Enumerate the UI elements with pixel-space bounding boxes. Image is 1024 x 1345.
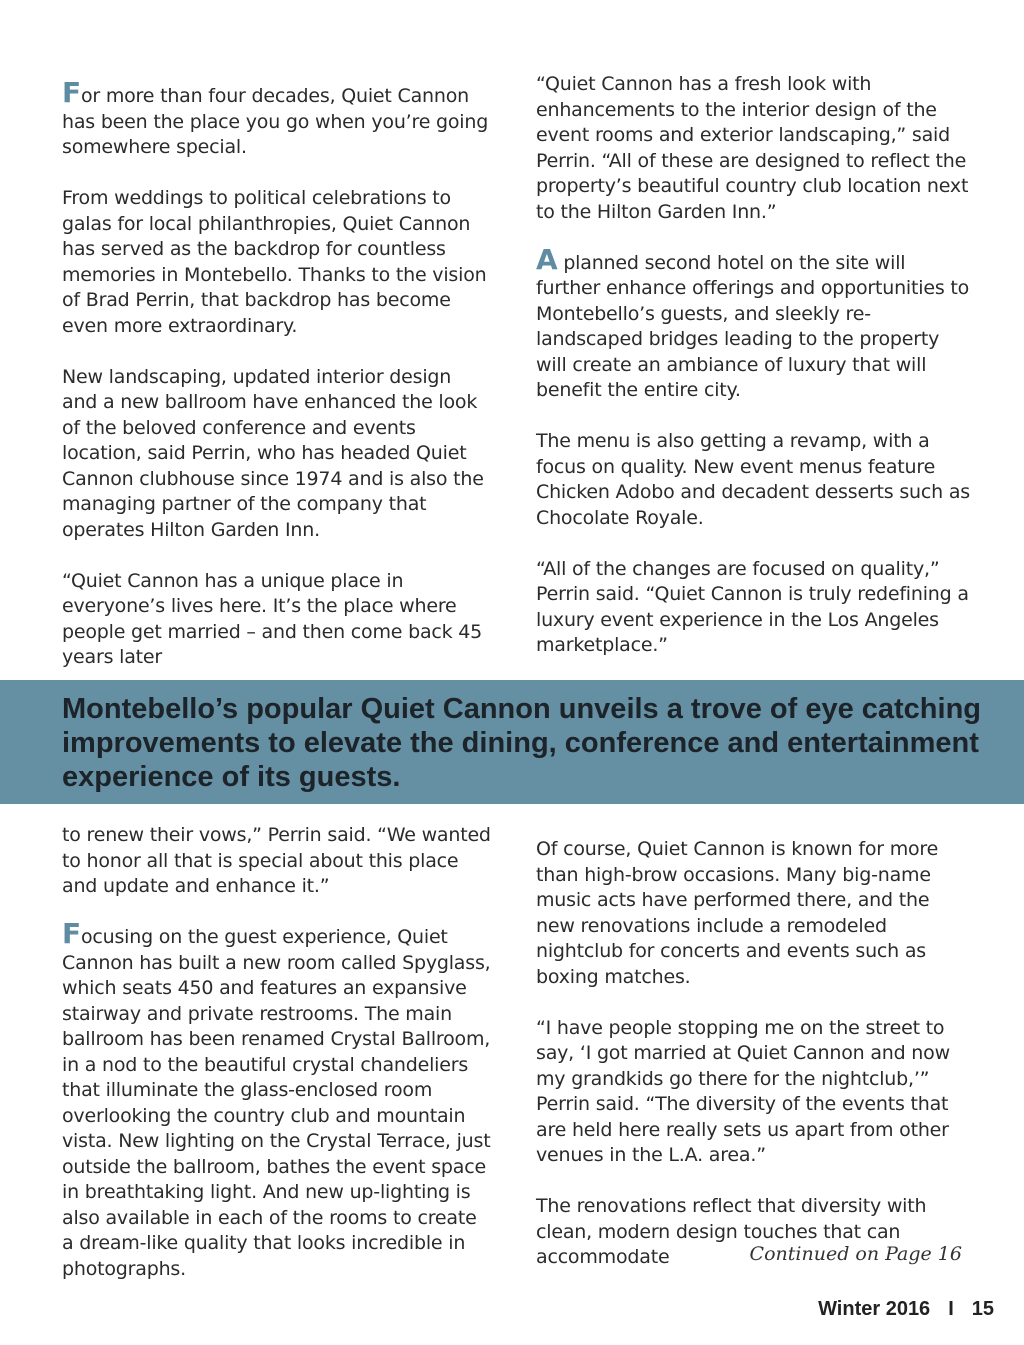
- page-number: 15: [971, 1298, 994, 1320]
- article-column-top-right: [536, 72, 972, 659]
- paragraph-text: ocusing on the guest experience, Quiet Cannon has built a new room called Spyglass, which seats 450 and features an expansive stairway and private restrooms. The main ballroom has been renamed Crystal Ballroom, in a nod to the beautiful crystal chandeliers that illuminate the glass-enclosed room overlooking the country club and mountain vista. New lighting on the Crystal Terrace, just outside the ballroom, bathes the event space in breathtaking light. And new up-lighting is also available in each of the rooms to create a dream-like quality that looks incredible in photographs.: [62, 926, 491, 1280]
- paragraph-text: or more than four decades, Quiet Cannon has been the place you go when you’re going somewhere special.: [62, 85, 489, 158]
- paragraph: [62, 917, 492, 1282]
- headline-banner: [0, 680, 1024, 804]
- continued-note: Continued on Page 16: [749, 1243, 962, 1265]
- paragraph: From weddings to political celebrations to galas for local philanthropies, Quiet Cannon has served as the backdrop for countless memories in Montebello. Thanks to the vision of Brad Perrin, that backdrop has become even more extraordinary.: [62, 187, 487, 337]
- issue-label: Winter 2016: [818, 1298, 931, 1320]
- page-footer: [818, 1298, 994, 1321]
- drop-cap: A: [536, 242, 558, 276]
- drop-cap: F: [62, 917, 81, 950]
- headline: Montebello’s popular Quiet Cannon unveils a trove of eye catching improvements to elevate the dining, conference and entertainment experience of its guests.: [62, 693, 982, 793]
- paragraph-text: planned second hotel on the site will further enhance offerings and opportunities to Montebello’s guests, and sleekly re-landscaped bridges leading to the property will create an ambiance of luxury that will benefit the entire city.: [536, 251, 970, 401]
- paragraph: The renovations reflect that diversity with clean, modern design touches that can accommodate: [536, 1195, 927, 1268]
- paragraph: to renew their vows,” Perrin said. “We wanted to honor all that is special about this place and update and enhance it.”: [62, 824, 491, 897]
- article-column-bottom-left: [62, 823, 492, 1282]
- paragraph: “Quiet Cannon has a fresh look with enhancements to the interior design of the event rooms and exterior landscaping,” said Perrin. “All of these are designed to reflect the property’s beautiful country club location next to the Hilton Garden Inn.”: [536, 73, 969, 223]
- paragraph: “Quiet Cannon has a unique place in everyone’s lives here. It’s the place where people get married – and then come back 45 years later: [62, 569, 483, 668]
- paragraph: [536, 242, 972, 404]
- article-column-bottom-right: [536, 837, 972, 1271]
- drop-cap: F: [62, 76, 81, 109]
- footer-separator: I: [948, 1298, 954, 1320]
- paragraph: The menu is also getting a revamp, with a focus on quality. New event menus feature Chicken Adobo and decadent desserts such as Chocolate Royale.: [536, 430, 970, 529]
- paragraph: New landscaping, updated interior design and a new ballroom have enhanced the look of the beloved conference and events location, said Perrin, who has headed Quiet Cannon clubhouse since 1974 and is also the managing partner of the company that operates Hilton Garden Inn.: [62, 365, 484, 541]
- paragraph: “All of the changes are focused on quality,” Perrin said. “Quiet Cannon is truly redefining a luxury event experience in the Los Angeles marketplace.”: [536, 557, 969, 656]
- article-column-top-left: [62, 76, 492, 671]
- paragraph: [62, 76, 492, 161]
- paragraph: “I have people stopping me on the street to say, ‘I got married at Quiet Cannon and now my grandkids go there for the nightclub,’” Perrin said. “The diversity of the events that are held here really sets us apart from other venues in the L.A. area.”: [536, 1016, 950, 1166]
- paragraph: Of course, Quiet Cannon is known for more than high-brow occasions. Many big-name music acts have performed there, and the new renovations include a remodeled nightclub for concerts and events such as boxing matches.: [536, 838, 939, 988]
